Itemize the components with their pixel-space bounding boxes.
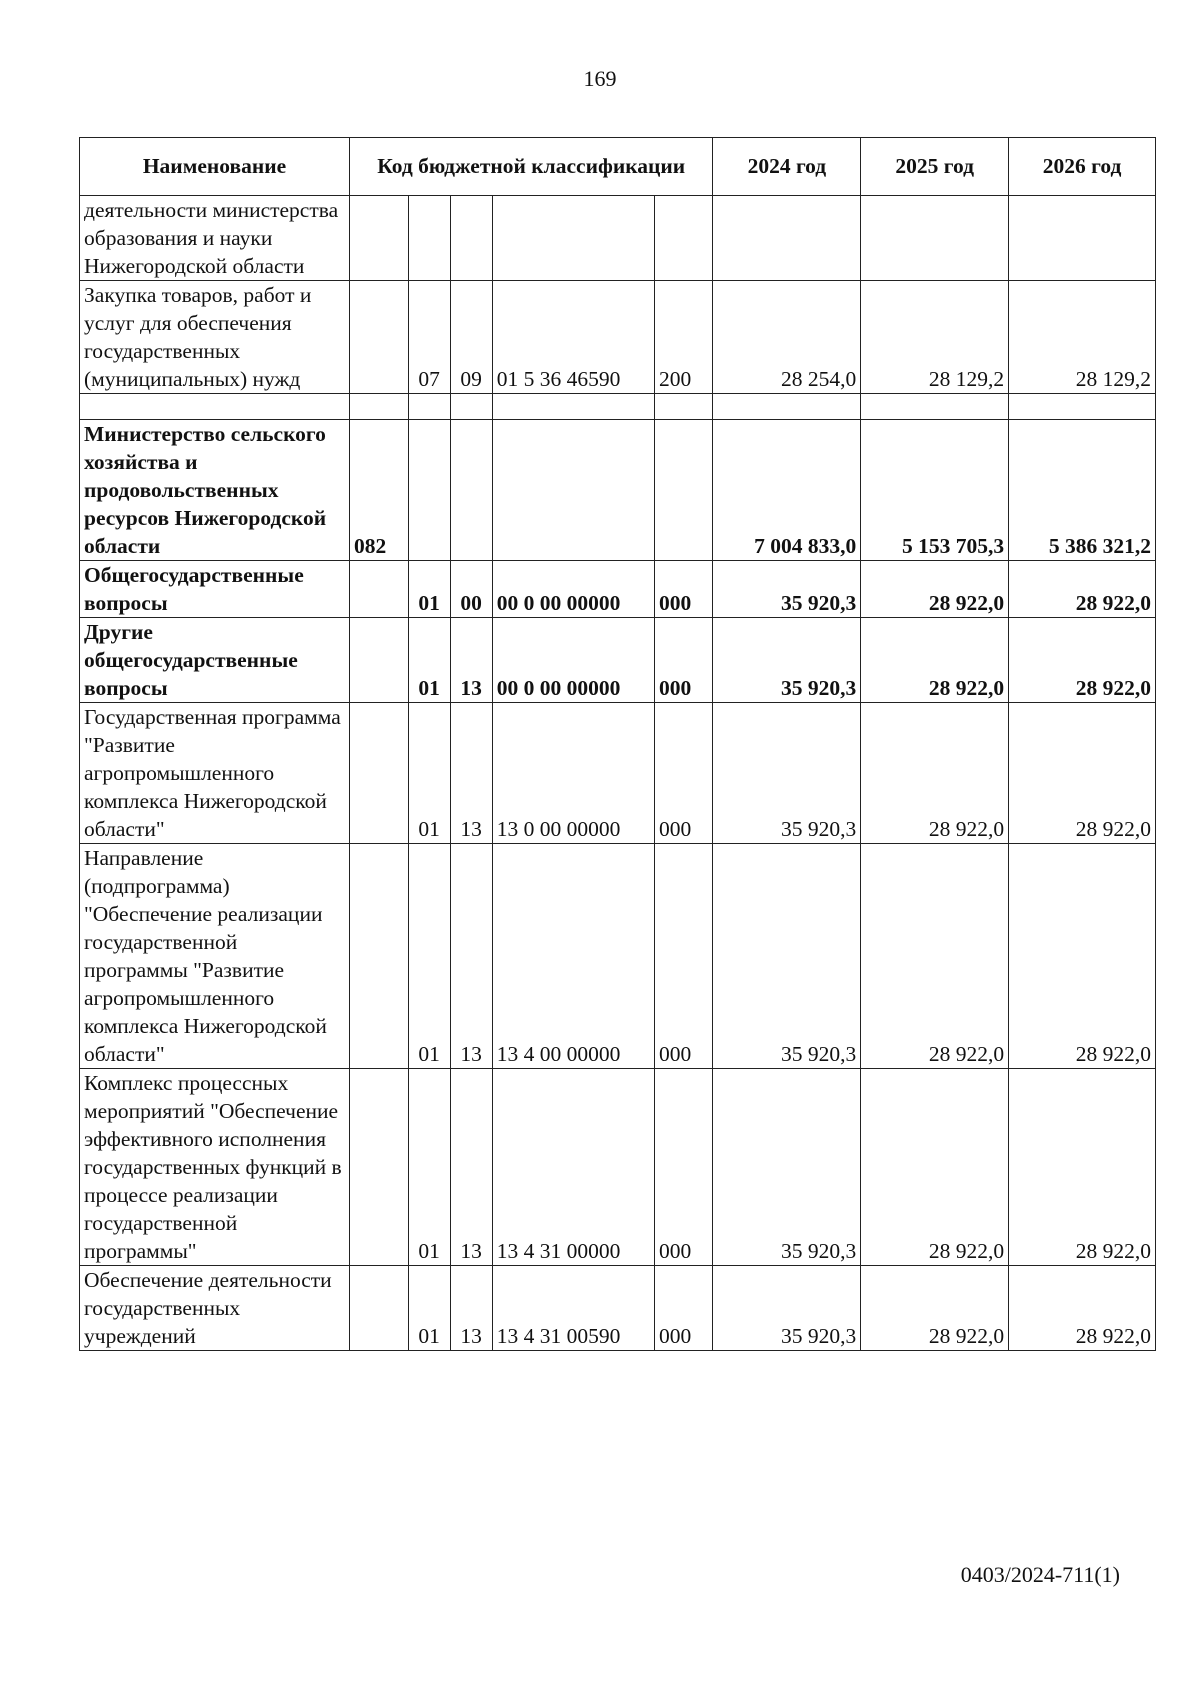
table-row bbox=[80, 196, 1156, 281]
cell-expense-type bbox=[654, 196, 713, 281]
cell-target-article: 13 4 31 00000 bbox=[492, 1069, 654, 1266]
cell-2024 bbox=[713, 394, 861, 420]
table-row bbox=[80, 281, 1156, 394]
cell-name: Обеспечение деятельности государственных учреждений bbox=[80, 1266, 350, 1351]
cell-2025: 5 153 705,3 bbox=[861, 420, 1009, 561]
cell-grbs bbox=[350, 196, 409, 281]
cell-subsection: 13 bbox=[450, 703, 492, 844]
cell-section: 01 bbox=[408, 1069, 450, 1266]
cell-2025: 28 129,2 bbox=[861, 281, 1009, 394]
cell-section bbox=[408, 394, 450, 420]
table-row bbox=[80, 703, 1156, 844]
cell-expense-type: 000 bbox=[654, 618, 713, 703]
cell-2024: 35 920,3 bbox=[713, 703, 861, 844]
cell-grbs bbox=[350, 394, 409, 420]
header-code: Код бюджетной классификации bbox=[350, 138, 713, 196]
cell-2025: 28 922,0 bbox=[861, 561, 1009, 618]
page-number: 169 bbox=[583, 66, 617, 91]
cell-target-article: 13 4 00 00000 bbox=[492, 844, 654, 1069]
cell-2026 bbox=[1009, 196, 1156, 281]
cell-2025: 28 922,0 bbox=[861, 703, 1009, 844]
header-2026: 2026 год bbox=[1009, 138, 1156, 196]
cell-target-article: 00 0 00 00000 bbox=[492, 561, 654, 618]
header-name: Наименование bbox=[80, 138, 350, 196]
cell-target-article bbox=[492, 420, 654, 561]
cell-2026: 28 922,0 bbox=[1009, 703, 1156, 844]
cell-name: Другие общегосударственные вопросы bbox=[80, 618, 350, 703]
cell-expense-type: 000 bbox=[654, 1069, 713, 1266]
cell-subsection bbox=[450, 196, 492, 281]
cell-target-article bbox=[492, 394, 654, 420]
cell-grbs bbox=[350, 703, 409, 844]
cell-2025: 28 922,0 bbox=[861, 618, 1009, 703]
table-row bbox=[80, 561, 1156, 618]
table-row bbox=[80, 420, 1156, 561]
cell-grbs bbox=[350, 618, 409, 703]
cell-grbs bbox=[350, 844, 409, 1069]
budget-table bbox=[79, 137, 1156, 1351]
cell-2026: 28 922,0 bbox=[1009, 618, 1156, 703]
cell-subsection: 13 bbox=[450, 844, 492, 1069]
cell-2024: 7 004 833,0 bbox=[713, 420, 861, 561]
cell-2024: 35 920,3 bbox=[713, 618, 861, 703]
cell-section: 01 bbox=[408, 561, 450, 618]
cell-2026: 28 922,0 bbox=[1009, 1266, 1156, 1351]
cell-2026 bbox=[1009, 394, 1156, 420]
cell-name: Закупка товаров, работ и услуг для обеспечения государственных (муниципальных) нужд bbox=[80, 281, 350, 394]
header-2024: 2024 год bbox=[713, 138, 861, 196]
cell-section bbox=[408, 420, 450, 561]
cell-2026: 28 129,2 bbox=[1009, 281, 1156, 394]
cell-2024 bbox=[713, 196, 861, 281]
cell-expense-type: 000 bbox=[654, 1266, 713, 1351]
cell-section: 07 bbox=[408, 281, 450, 394]
cell-name: деятельности министерства образования и науки Нижегородской области bbox=[80, 196, 350, 281]
cell-expense-type: 000 bbox=[654, 844, 713, 1069]
cell-2026: 5 386 321,2 bbox=[1009, 420, 1156, 561]
cell-name: Государственная программа "Развитие агропромышленного комплекса Нижегородской области" bbox=[80, 703, 350, 844]
cell-section bbox=[408, 196, 450, 281]
cell-expense-type: 000 bbox=[654, 703, 713, 844]
cell-grbs bbox=[350, 281, 409, 394]
cell-2026: 28 922,0 bbox=[1009, 561, 1156, 618]
cell-section: 01 bbox=[408, 844, 450, 1069]
cell-target-article: 01 5 36 46590 bbox=[492, 281, 654, 394]
table-row bbox=[80, 1069, 1156, 1266]
cell-2024: 28 254,0 bbox=[713, 281, 861, 394]
cell-2024: 35 920,3 bbox=[713, 1266, 861, 1351]
cell-name: Министерство сельского хозяйства и продовольственных ресурсов Нижегородской области bbox=[80, 420, 350, 561]
cell-grbs: 082 bbox=[350, 420, 409, 561]
cell-name: Общегосударственные вопросы bbox=[80, 561, 350, 618]
cell-target-article bbox=[492, 196, 654, 281]
cell-subsection: 13 bbox=[450, 618, 492, 703]
cell-expense-type: 200 bbox=[654, 281, 713, 394]
cell-grbs bbox=[350, 561, 409, 618]
table-row bbox=[80, 618, 1156, 703]
cell-expense-type: 000 bbox=[654, 561, 713, 618]
cell-2025: 28 922,0 bbox=[861, 1069, 1009, 1266]
cell-subsection: 13 bbox=[450, 1069, 492, 1266]
document-number: 0403/2024-711(1) bbox=[960, 1562, 1120, 1587]
cell-target-article: 00 0 00 00000 bbox=[492, 618, 654, 703]
cell-expense-type bbox=[654, 394, 713, 420]
cell-2025 bbox=[861, 196, 1009, 281]
cell-section: 01 bbox=[408, 1266, 450, 1351]
cell-grbs bbox=[350, 1069, 409, 1266]
table-row bbox=[80, 844, 1156, 1069]
cell-expense-type bbox=[654, 420, 713, 561]
table-header-row bbox=[80, 138, 1156, 196]
cell-subsection bbox=[450, 394, 492, 420]
cell-name: Направление (подпрограмма) "Обеспечение реализации государственной программы "Развитие агропромышленного комплекса Нижегородской области" bbox=[80, 844, 350, 1069]
cell-2024: 35 920,3 bbox=[713, 561, 861, 618]
table-row bbox=[80, 394, 1156, 420]
cell-subsection: 13 bbox=[450, 1266, 492, 1351]
cell-section: 01 bbox=[408, 703, 450, 844]
header-2025: 2025 год bbox=[861, 138, 1009, 196]
cell-name bbox=[80, 394, 350, 420]
cell-2024: 35 920,3 bbox=[713, 1069, 861, 1266]
cell-subsection: 09 bbox=[450, 281, 492, 394]
table-body bbox=[80, 196, 1156, 1351]
cell-subsection: 00 bbox=[450, 561, 492, 618]
cell-2025 bbox=[861, 394, 1009, 420]
cell-name: Комплекс процессных мероприятий "Обеспечение эффективного исполнения государственных функций в процессе реализации государственной программы" bbox=[80, 1069, 350, 1266]
cell-grbs bbox=[350, 1266, 409, 1351]
cell-2026: 28 922,0 bbox=[1009, 1069, 1156, 1266]
cell-2025: 28 922,0 bbox=[861, 1266, 1009, 1351]
cell-2025: 28 922,0 bbox=[861, 844, 1009, 1069]
table-row bbox=[80, 1266, 1156, 1351]
cell-section: 01 bbox=[408, 618, 450, 703]
cell-target-article: 13 0 00 00000 bbox=[492, 703, 654, 844]
cell-2024: 35 920,3 bbox=[713, 844, 861, 1069]
cell-subsection bbox=[450, 420, 492, 561]
cell-target-article: 13 4 31 00590 bbox=[492, 1266, 654, 1351]
cell-2026: 28 922,0 bbox=[1009, 844, 1156, 1069]
